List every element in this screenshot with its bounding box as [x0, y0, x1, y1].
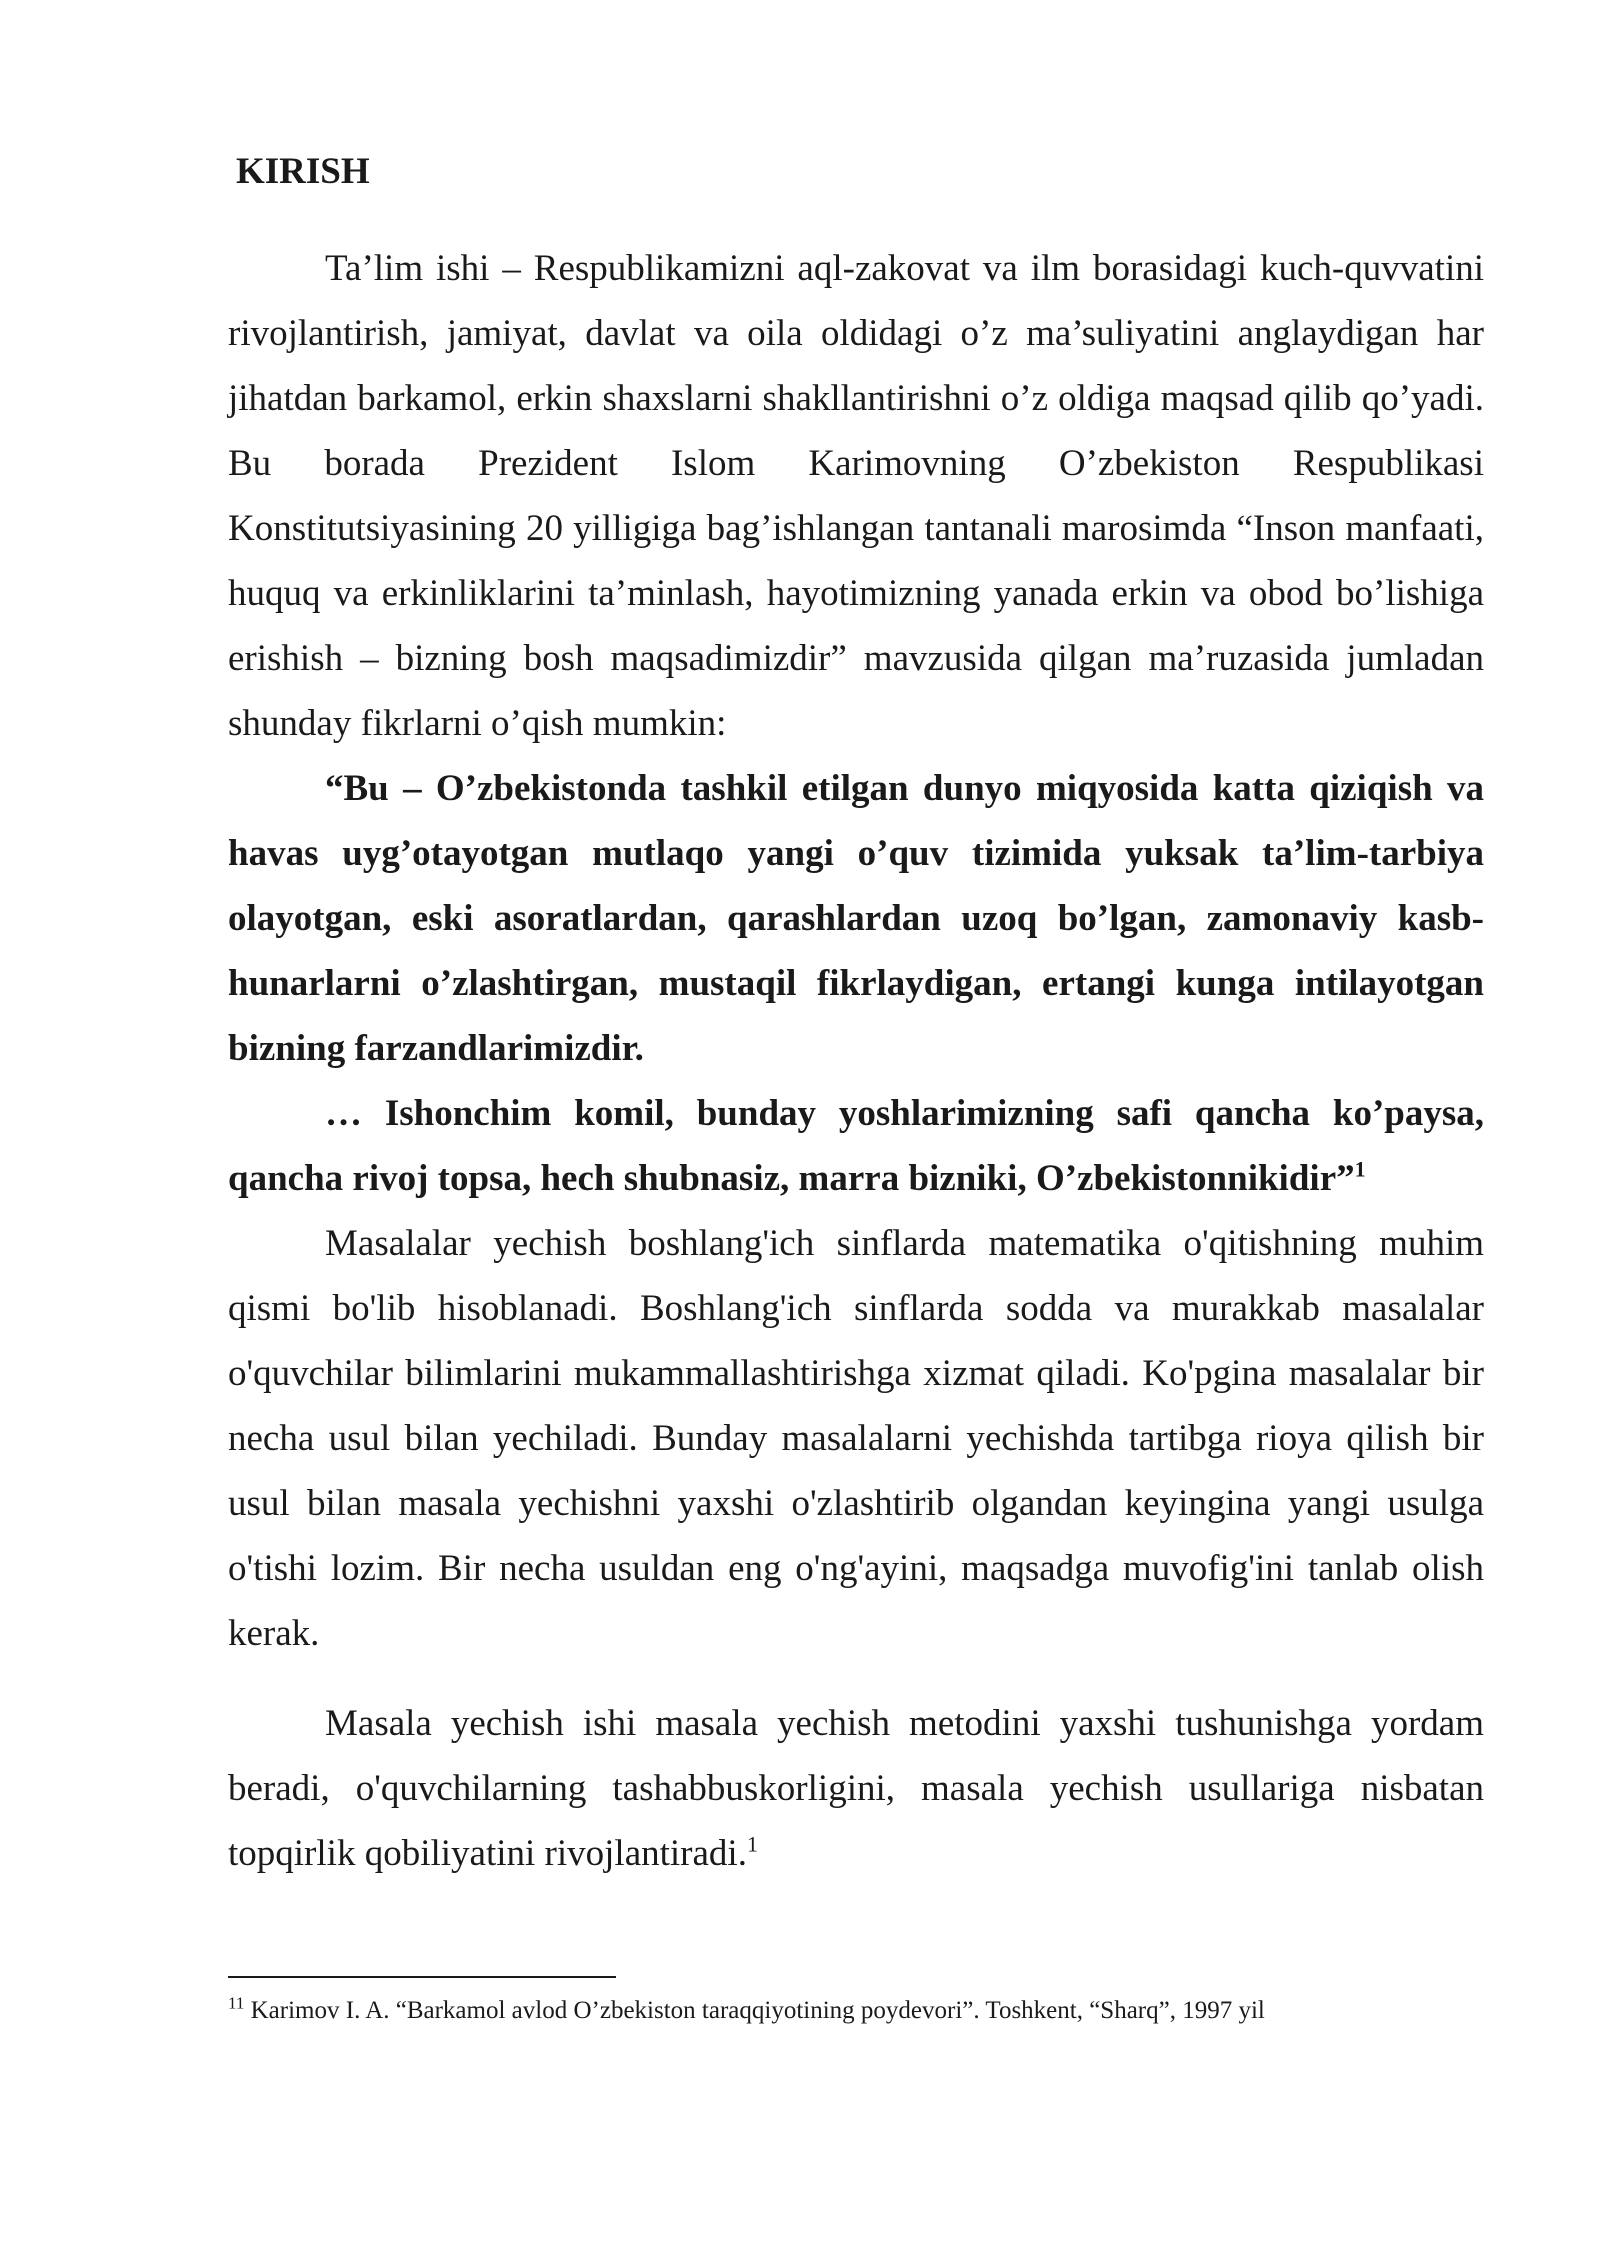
quote-part-2-text: … Ishonchim komil, bunday yoshlarimizning safi qancha ko’paysa, qancha rivoj topsa, hech shubnasiz, marra bizniki, O’zbekistonnikidir”	[228, 1093, 1484, 1199]
quote-paragraph-1	[228, 756, 1484, 1081]
paragraph-3-text: Masala yechish ishi masala yechish metodini yaxshi tushunishga yordam beradi, o'quvchilarning tashabbuskorligini, masala yechish usullariga nisbatan topqirlik qobiliyatini rivojlantiradi.	[228, 1703, 1484, 1874]
footnote-separator	[228, 1976, 616, 1978]
quote-part-1-text: “Bu – O’zbekistonda tashkil etilgan dunyo miqyosida katta qiziqish va havas uyg’otayotgan mutlaqo yangi o’quv tizimida yuksak ta’lim-tarbiya olayotgan, eski asoratlardan, qarashlardan uzoq bo’lgan, zamonaviy kasb-hunarlarni o’zlashtirgan, mustaqil fikrlaydigan, ertangi kunga intilayotgan bizning farzandlarimizdir.	[228, 768, 1484, 1069]
footnote-reference[interactable]: 1	[1354, 1156, 1366, 1182]
footnote-number	[228, 1994, 244, 2013]
footnote-mark: 1	[228, 1993, 236, 2013]
footnote-reference[interactable]: 1	[746, 1831, 758, 1857]
intro-paragraph	[228, 236, 1484, 756]
paragraph-problem-solving	[228, 1211, 1484, 1666]
footnote-mark-inner: 1	[235, 1993, 245, 2013]
footnote-text: Karimov I. A. “Barkamol avlod O’zbekiston taraqqiyotining poydevori”. Toshkent, “Sharq”, 1997 yil	[250, 1997, 1265, 2024]
section-heading: KIRISH	[236, 151, 370, 192]
paragraph-2-text: Masalalar yechish boshlang'ich sinflarda matematika o'qitishning muhim qismi bo'lib hisoblanadi. Boshlang'ich sinflarda sodda va murakkab masalalar o'quvchilar bilimlarini mukammallashtirishga xizmat qiladi. Ko'pgina masalalar bir necha usul bilan yechiladi. Bunday masalalarni yechishda tartibga rioya qilish bir usul bilan masala yechishni yaxshi o'zlashtirib olgandan keyingina yangi usulga o'tishi lozim. Bir necha usuldan eng o'ng'ayini, maqsadga muvofig'ini tanlab olish kerak.	[228, 1223, 1484, 1654]
quote-paragraph-2	[228, 1081, 1484, 1211]
intro-paragraph-text: Ta’lim ishi – Respublikamizni aql-zakovat va ilm borasidagi kuch-quvvatini rivojlantirish, jamiyat, davlat va oila oldidagi o’z ma’suliyatini anglaydigan har jihatdan barkamol, erkin shaxslarni shakllantirishni o’z oldiga maqsad qilib qo’yadi. Bu borada Prezident Islom Karimovning O’zbekiston Respublikasi Konstitutsiyasining 20 yilligiga bag’ishlangan tantanali marosimda “Inson manfaati, huquq va erkinliklarini ta’minlash, hayotimizning yanada erkin va obod bo’lishiga erishish – bizning bosh maqsadimizdir” mavzusida qilgan ma’ruzasida jumladan shunday fikrlarni o’qish mumkin:	[228, 248, 1484, 744]
paragraph-methods	[228, 1691, 1484, 1886]
footnote	[228, 1993, 1484, 2029]
